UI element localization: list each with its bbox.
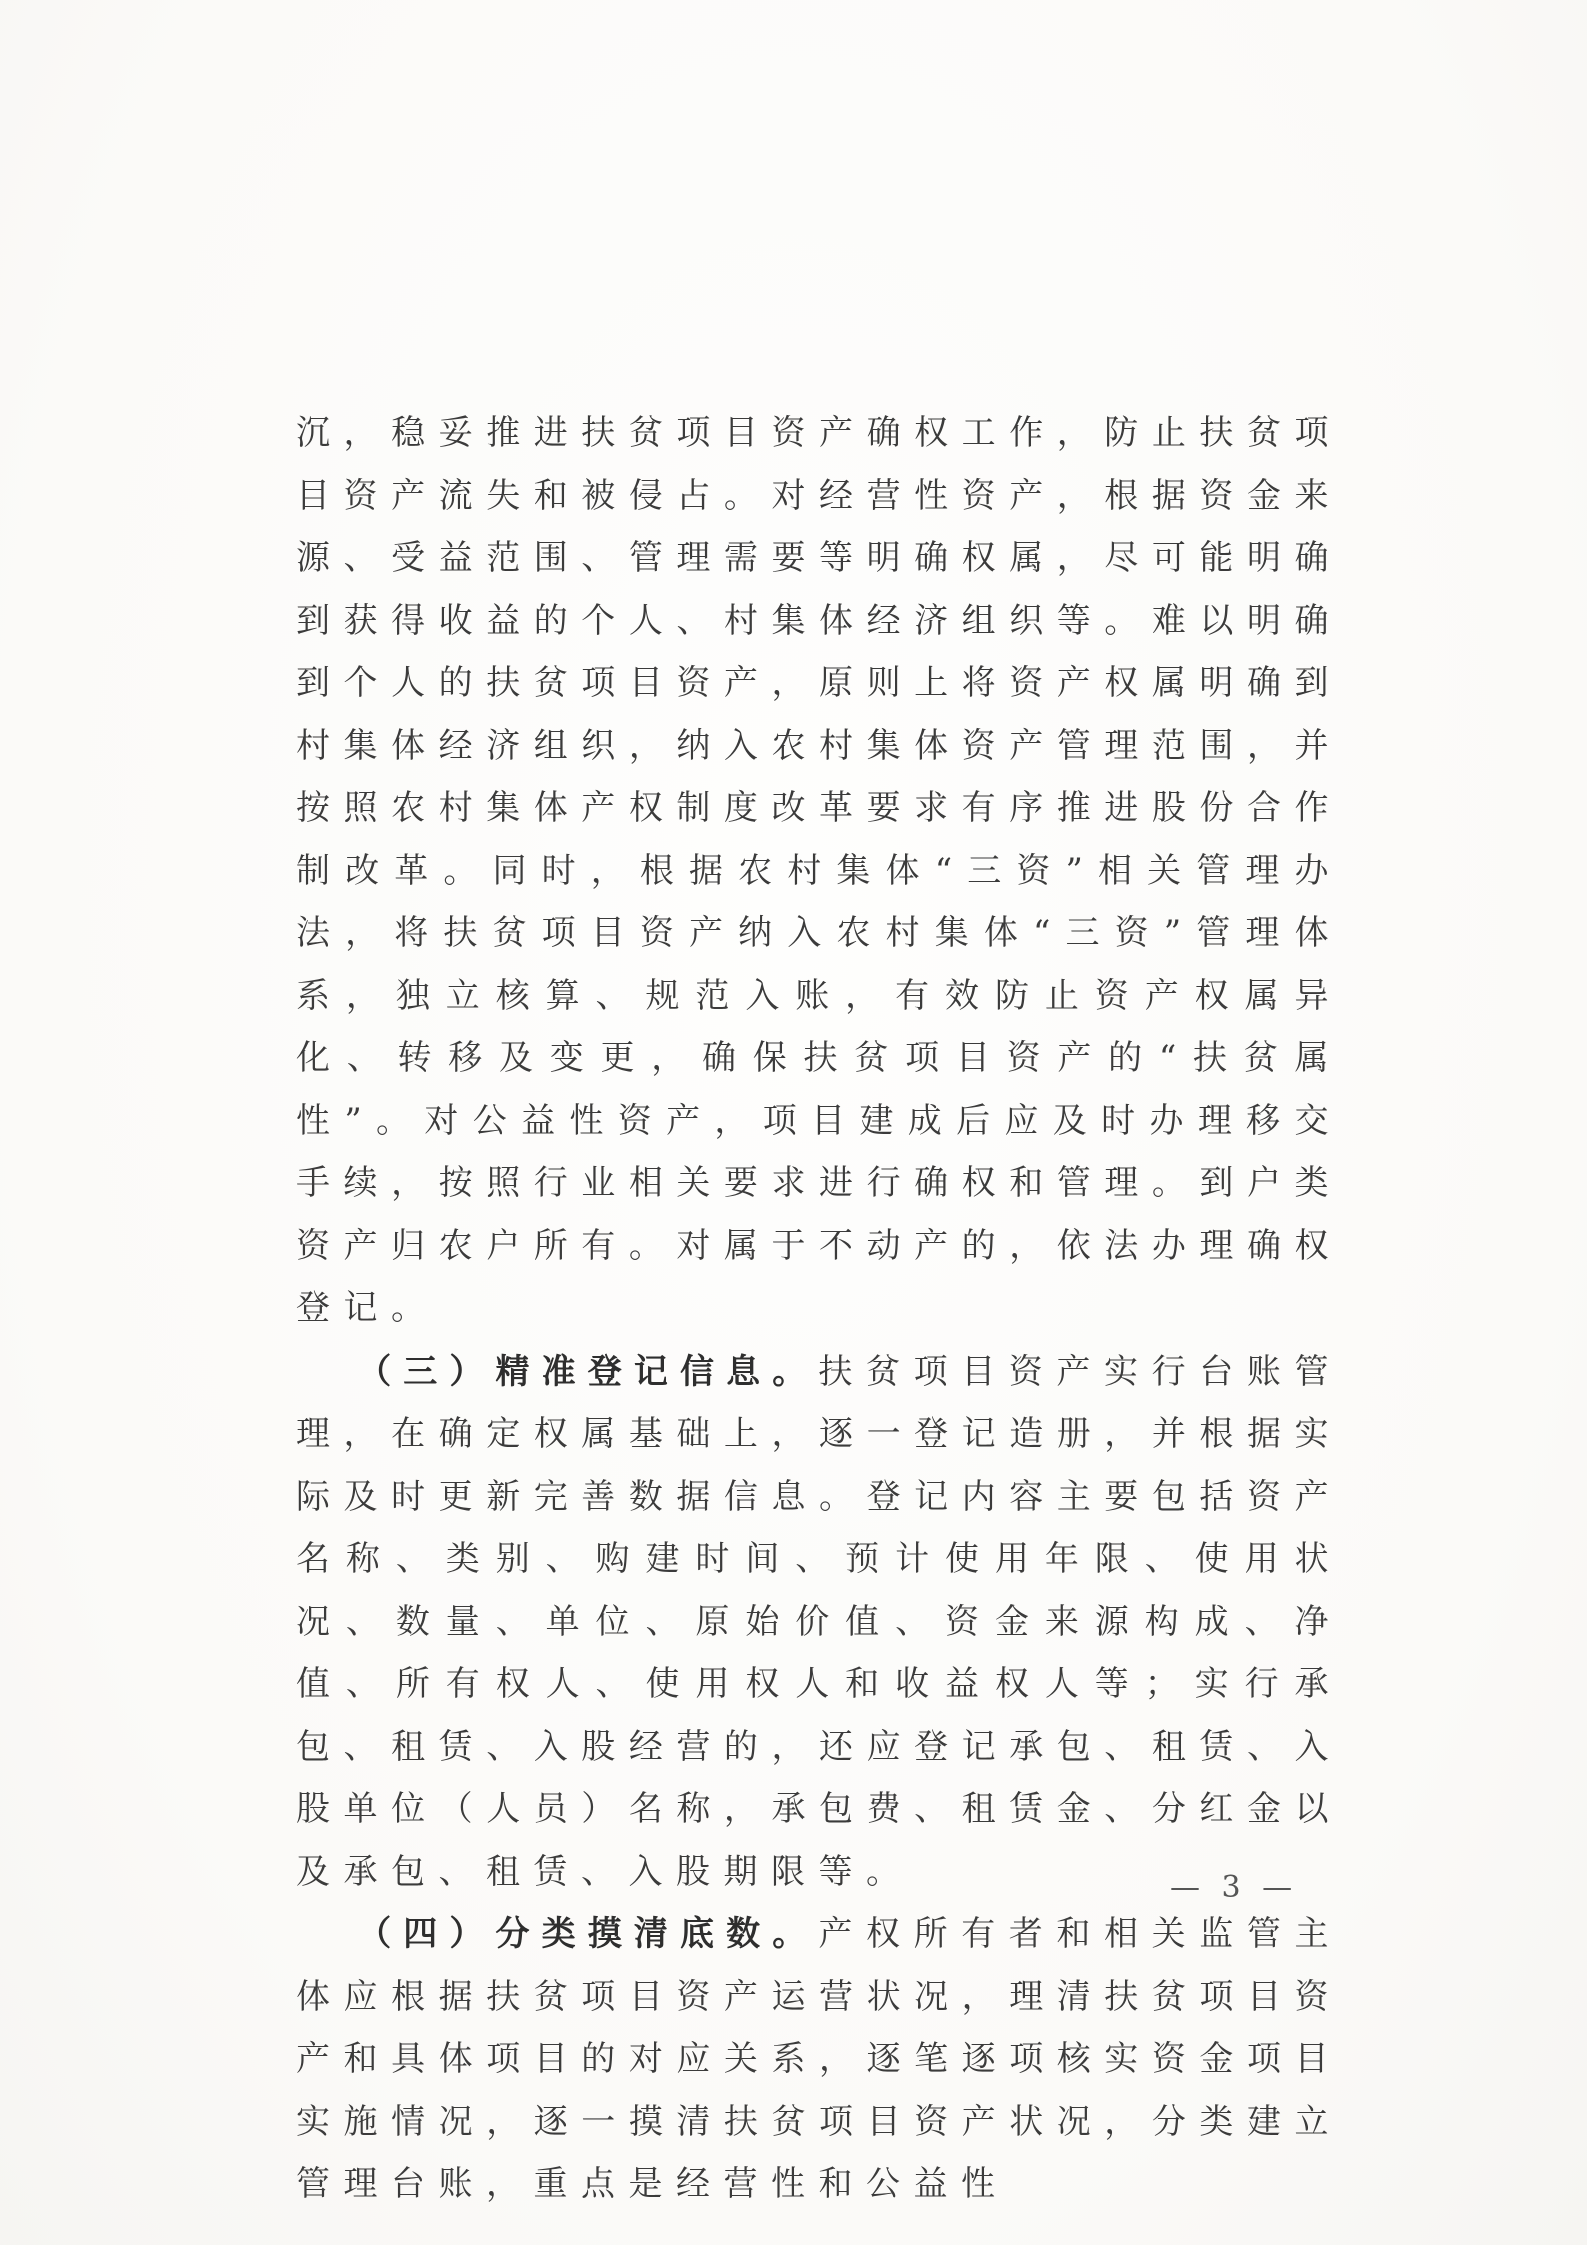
section-heading-3: （三）精准登记信息。 [357, 1351, 819, 1392]
section-body-4: 产权所有者和相关监管主体应根据扶贫项目资产运营状况，理清扶贫项目资产和具体项目的对应关系，逐笔逐项核实资金项目实施情况，逐一摸清扶贫项目资产状况，分类建立管理台账，重点是经营性和公益性 [296, 1914, 1342, 2204]
body-text [296, 402, 1342, 2216]
section-heading-4: （四）分类摸清底数。 [357, 1914, 819, 1954]
section-paragraph-4 [296, 1903, 1342, 2216]
section-body-3: 扶贫项目资产实行台账管理，在确定权属基础上，逐一登记造册，并根据实际及时更新完善数据信息。登记内容主要包括资产名称、类别、购建时间、预计使用年限、使用状况、数量、单位、原始价值、资金来源构成、净值、所有权人、使用权人和收益权人等；实行承包、租赁、入股经营的，还应登记承包、租赁、入股单位（人员）名称，承包费、租赁金、分红金以及承包、租赁、入股期限等。 [296, 1351, 1342, 1892]
continuation-paragraph: 沉，稳妥推进扶贫项目资产确权工作，防止扶贫项目资产流失和被侵占。对经营性资产，根据资金来源、受益范围、管理需要等明确权属，尽可能明确到获得收益的个人、村集体经济组织等。难以明确到个人的扶贫项目资产，原则上将资产权属明确到村集体经济组织，纳入农村集体资产管理范围，并按照农村集体产权制度改革要求有序推进股份合作制改革。同时，根据农村集体“三资”相关管理办法，将扶贫项目资产纳入农村集体“三资”管理体系，独立核算、规范入账，有效防止资产权属异化、转移及变更，确保扶贫项目资产的“扶贫属性”。对公益性资产，项目建成后应及时办理移交手续，按照行业相关要求进行确权和管理。到户类资产归农户所有。对属于不动产的，依法办理确权登记。 [296, 413, 1342, 1328]
page-number: — 3 — [1170, 1870, 1299, 1905]
section-paragraph-3 [296, 1341, 1342, 1904]
